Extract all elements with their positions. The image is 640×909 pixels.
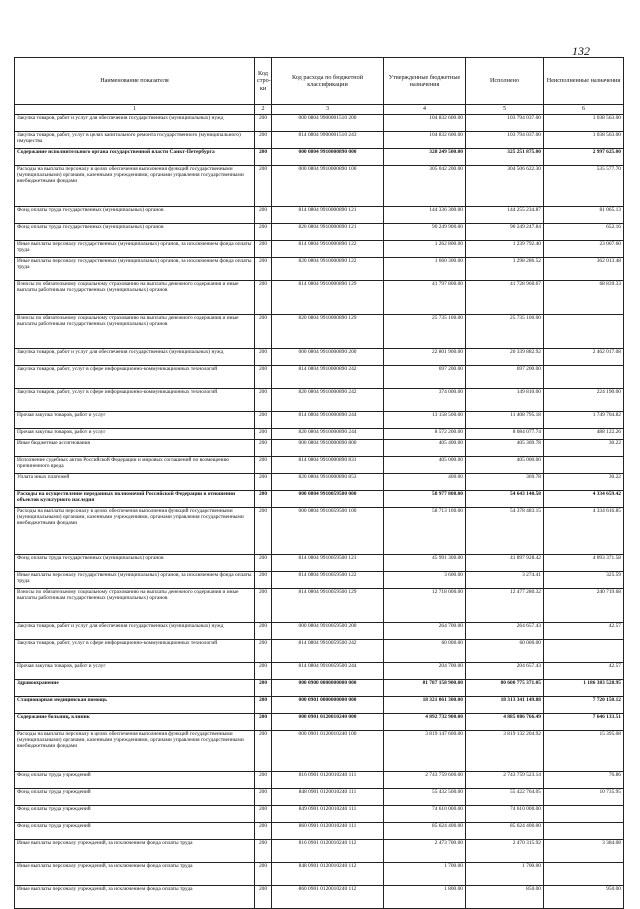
row-approved: 697 200.00 <box>384 366 466 389</box>
row-code: 200 <box>255 149 272 166</box>
table-row <box>15 349 624 366</box>
row-executed: 850.00 <box>466 886 544 909</box>
row-classification: 860 0901 0120010240 112 <box>272 886 384 909</box>
row-classification: 000 0901 0000000000 000 <box>272 697 384 714</box>
table-row <box>15 474 624 491</box>
table-row <box>15 224 624 241</box>
row-approved: 12 718 000.00 <box>384 589 466 623</box>
row-unexecuted <box>544 640 624 663</box>
row-code: 200 <box>255 366 272 389</box>
row-executed: 103 794 037.00 <box>466 132 544 149</box>
row-approved: 405 000.00 <box>384 457 466 474</box>
row-name: Иные выплаты персоналу государственных (муниципальных) органов, за исключением фонда оплаты труда <box>15 572 255 589</box>
page-number: 132 <box>572 44 590 58</box>
row-name: Закупка товаров, работ и услуг для обеспечения государственных (муниципальных) нужд <box>15 623 255 640</box>
row-approved: 41 797 800.00 <box>384 281 466 315</box>
row-name: Взносы по обязательному социальному страхованию на выплаты денежного содержания и иные выплаты работникам государственных (муниципальных) органов <box>15 315 255 349</box>
row-executed: 41 897 928.42 <box>466 555 544 572</box>
row-classification: 814 0804 9910000890 244 <box>272 412 384 429</box>
table-row <box>15 789 624 806</box>
table-row <box>15 491 624 508</box>
row-approved: 2 473 700.00 <box>384 840 466 863</box>
header-number-2: 2 <box>255 105 272 115</box>
row-classification: 814 0804 9910059500 129 <box>272 589 384 623</box>
table-row <box>15 412 624 429</box>
row-unexecuted: 81 065.13 <box>544 207 624 224</box>
row-unexecuted: 488 122.26 <box>544 429 624 440</box>
row-unexecuted <box>544 823 624 840</box>
row-classification: 814 0804 9910059500 242 <box>272 640 384 663</box>
header-number-6: 6 <box>544 105 624 115</box>
row-executed: 204 657.43 <box>466 663 544 680</box>
row-unexecuted: 42.57 <box>544 663 624 680</box>
row-executed: 144 255 234.87 <box>466 207 544 224</box>
table-row <box>15 697 624 714</box>
table-row <box>15 258 624 281</box>
row-name: Иные бюджетные ассигнования <box>15 440 255 457</box>
row-unexecuted: 30.22 <box>544 474 624 491</box>
row-classification: 860 0901 0120010240 111 <box>272 823 384 840</box>
row-executed: 85 624 400.00 <box>466 823 544 840</box>
row-code: 200 <box>255 440 272 457</box>
row-classification: 816 0901 0120010240 112 <box>272 840 384 863</box>
row-classification: 000 0804 9910000890 000 <box>272 149 384 166</box>
row-unexecuted: 4 093 371.58 <box>544 555 624 572</box>
table-row <box>15 772 624 789</box>
row-classification: 849 0901 0120010240 111 <box>272 806 384 823</box>
row-code: 200 <box>255 281 272 315</box>
table-row <box>15 389 624 412</box>
row-approved: 144 336 300.00 <box>384 207 466 224</box>
row-executed: 74 610 000.00 <box>466 806 544 823</box>
header-unexecuted: Неисполненные назначения <box>544 58 624 105</box>
row-executed: 80 600 775 371.05 <box>466 680 544 697</box>
row-executed: 3 274.41 <box>466 572 544 589</box>
row-name: Иные выплаты персоналу учреждений, за исключением фонда оплаты труда <box>15 886 255 909</box>
row-name: Уплата иных платежей <box>15 474 255 491</box>
table-row <box>15 115 624 132</box>
row-name: Взносы по обязательному социальному страхованию на выплаты денежного содержания и иные выплаты работникам государственных (муниципальных) органов <box>15 589 255 623</box>
row-approved: 45 991 300.00 <box>384 555 466 572</box>
row-approved: 60 000.00 <box>384 640 466 663</box>
row-name: Содержание исполнительного органа государственной власти Санкт-Петербурга <box>15 149 255 166</box>
row-code: 200 <box>255 640 272 663</box>
row-name: Закупка товаров, работ, услуг в сфере информационно-коммуникационных технологий <box>15 366 255 389</box>
header-name: Наименование показателя <box>15 58 255 105</box>
row-code: 200 <box>255 697 272 714</box>
row-unexecuted: 535 577.70 <box>544 166 624 207</box>
row-classification: 814 0804 9910000890 831 <box>272 457 384 474</box>
row-code: 200 <box>255 166 272 207</box>
row-code: 200 <box>255 714 272 731</box>
row-executed: 2 470 315.92 <box>466 840 544 863</box>
row-unexecuted: 4 334 659.42 <box>544 491 624 508</box>
table-row <box>15 806 624 823</box>
row-name: Содержание больниц, клиник <box>15 714 255 731</box>
row-classification: 848 0901 0120010240 111 <box>272 789 384 806</box>
row-executed: 1 298 286.52 <box>466 258 544 281</box>
row-classification: 820 0804 9910000890 242 <box>272 389 384 412</box>
row-executed: 2 743 759 523.14 <box>466 772 544 789</box>
row-classification: 814 0804 9910059500 244 <box>272 663 384 680</box>
row-name: Закупка товаров, работ и услуг для обеспечения государственных (муниципальных) нужд <box>15 115 255 132</box>
row-approved: 8 572 200.00 <box>384 429 466 440</box>
row-name: Фонд оплаты труда государственных (муниципальных) органов <box>15 555 255 572</box>
row-code: 200 <box>255 315 272 349</box>
row-approved: 1 660 300.00 <box>384 258 466 281</box>
row-code: 200 <box>255 863 272 886</box>
table-row <box>15 680 624 697</box>
row-executed: 369.78 <box>466 474 544 491</box>
row-approved: 1 700.00 <box>384 863 466 886</box>
row-unexecuted: 3 384.08 <box>544 840 624 863</box>
table-row <box>15 429 624 440</box>
row-unexecuted: 240 719.68 <box>544 589 624 623</box>
row-executed: 103 794 037.00 <box>466 115 544 132</box>
row-name: Фонд оплаты труда государственных (муниципальных) органов <box>15 207 255 224</box>
header-number-1: 1 <box>15 105 255 115</box>
row-code: 200 <box>255 429 272 440</box>
row-name: Здравоохранение <box>15 680 255 697</box>
row-code: 200 <box>255 731 272 772</box>
row-code: 200 <box>255 555 272 572</box>
header-number-5: 5 <box>466 105 544 115</box>
row-name: Расходы на осуществление переданных полномочий Российской Федерации в отношении объектов культурного наследия <box>15 491 255 508</box>
table-row <box>15 572 624 589</box>
row-classification: 000 0804 9910000890 200 <box>272 349 384 366</box>
row-name: Иные выплаты персоналу государственных (муниципальных) органов, за исключением фонда оплаты труда <box>15 241 255 258</box>
row-classification: 000 0804 9910059500 000 <box>272 491 384 508</box>
table-row <box>15 555 624 572</box>
row-unexecuted: 7 720 150.12 <box>544 697 624 714</box>
row-classification: 814 0804 9910059500 122 <box>272 572 384 589</box>
row-unexecuted <box>544 315 624 349</box>
row-unexecuted: 1 038 563.00 <box>544 132 624 149</box>
row-approved: 3 819 147 600.00 <box>384 731 466 772</box>
row-unexecuted: 224 190.00 <box>544 389 624 412</box>
row-approved: 58 977 800.00 <box>384 491 466 508</box>
row-classification: 820 0804 9910000890 122 <box>272 258 384 281</box>
row-name: Взносы по обязательному социальному страхованию на выплаты денежного содержания и иные выплаты работникам государственных (муниципальных) органов <box>15 281 255 315</box>
row-approved: 264 700.00 <box>384 623 466 640</box>
row-code: 200 <box>255 589 272 623</box>
row-executed: 304 506 622.30 <box>466 166 544 207</box>
table-row <box>15 281 624 315</box>
table-row <box>15 457 624 474</box>
row-approved: 104 832 600.00 <box>384 132 466 149</box>
table-row <box>15 440 624 457</box>
row-classification: 000 0804 9910059500 100 <box>272 508 384 555</box>
row-classification: 814 0804 9910000890 242 <box>272 366 384 389</box>
row-name: Расходы на выплаты персоналу в целях обеспечения выполнения функций государственными (муниципальными) органами, казенными учреждениями, органами управления государственными внебюджетными фондами <box>15 166 255 207</box>
row-executed: 12 477 280.32 <box>466 589 544 623</box>
row-code: 200 <box>255 224 272 241</box>
row-executed: 54 643 140.58 <box>466 491 544 508</box>
row-executed: 697 200.00 <box>466 366 544 389</box>
header-number-3: 3 <box>272 105 384 115</box>
row-unexecuted <box>544 366 624 389</box>
row-classification: 814 0804 9900001510 243 <box>272 132 384 149</box>
row-executed: 55 422 764.05 <box>466 789 544 806</box>
row-approved: 58 713 100.00 <box>384 508 466 555</box>
row-executed: 18 313 341 149.88 <box>466 697 544 714</box>
row-name: Стационарная медицинская помощь <box>15 697 255 714</box>
row-code: 200 <box>255 823 272 840</box>
row-unexecuted <box>544 457 624 474</box>
row-executed: 11 408 795.18 <box>466 412 544 429</box>
row-code: 200 <box>255 508 272 555</box>
table-row <box>15 241 624 258</box>
row-executed: 264 657.43 <box>466 623 544 640</box>
row-classification: 814 0804 9910059500 121 <box>272 555 384 572</box>
row-unexecuted: 325.59 <box>544 572 624 589</box>
row-executed: 90 249 247.84 <box>466 224 544 241</box>
row-classification: 820 0804 9910000890 853 <box>272 474 384 491</box>
row-name: Закупка товаров, работ, услуг в целях капитального ремонта государственного (муниципального) имущества <box>15 132 255 149</box>
header-approved: Утвержденные бюджетные назначения <box>384 58 466 105</box>
row-unexecuted: 76.86 <box>544 772 624 789</box>
row-approved: 305 042 200.00 <box>384 166 466 207</box>
row-name: Фонд оплаты труда учреждений <box>15 823 255 840</box>
row-executed: 325 251 875.00 <box>466 149 544 166</box>
row-executed: 41 728 960.67 <box>466 281 544 315</box>
row-classification: 000 0901 0120010240 000 <box>272 714 384 731</box>
row-code: 200 <box>255 663 272 680</box>
row-code: 200 <box>255 491 272 508</box>
row-unexecuted <box>544 863 624 886</box>
row-code: 200 <box>255 115 272 132</box>
table-row <box>15 132 624 149</box>
table-row <box>15 366 624 389</box>
row-approved: 405 400.00 <box>384 440 466 457</box>
row-approved: 13 158 500.00 <box>384 412 466 429</box>
table-row <box>15 640 624 663</box>
table-row <box>15 714 624 731</box>
row-approved: 204 700.00 <box>384 663 466 680</box>
row-name: Иные выплаты персоналу учреждений, за исключением фонда оплаты труда <box>15 840 255 863</box>
table-body <box>15 115 624 909</box>
row-name: Фонд оплаты труда государственных (муниципальных) органов <box>15 224 255 241</box>
row-classification: 820 0804 9910000890 244 <box>272 429 384 440</box>
row-unexecuted: 23 007.60 <box>544 241 624 258</box>
row-unexecuted: 950.00 <box>544 886 624 909</box>
row-approved: 81 787 158 900.00 <box>384 680 466 697</box>
row-name: Прочая закупка товаров, работ и услуг <box>15 663 255 680</box>
header-code: Код стро-ки <box>255 58 272 105</box>
row-classification: 816 0901 0120010240 111 <box>272 772 384 789</box>
row-classification: 000 0900 0000000000 000 <box>272 680 384 697</box>
row-approved: 85 624 400.00 <box>384 823 466 840</box>
row-classification: 820 0804 9910000890 129 <box>272 315 384 349</box>
row-unexecuted: 42.57 <box>544 623 624 640</box>
row-code: 200 <box>255 258 272 281</box>
row-name: Фонд оплаты труда учреждений <box>15 772 255 789</box>
table-row <box>15 886 624 909</box>
row-code: 200 <box>255 457 272 474</box>
row-name: Иные выплаты персоналу учреждений, за исключением фонда оплаты труда <box>15 863 255 886</box>
row-code: 200 <box>255 349 272 366</box>
row-code: 200 <box>255 789 272 806</box>
table-row <box>15 315 624 349</box>
row-code: 200 <box>255 680 272 697</box>
row-unexecuted: 1 038 563.00 <box>544 115 624 132</box>
row-executed: 8 084 077.74 <box>466 429 544 440</box>
row-executed: 1 700.00 <box>466 863 544 886</box>
table-row <box>15 508 624 555</box>
row-executed: 1 239 792.40 <box>466 241 544 258</box>
row-unexecuted: 30.22 <box>544 440 624 457</box>
row-code: 200 <box>255 572 272 589</box>
row-unexecuted: 4 334 616.85 <box>544 508 624 555</box>
row-name: Иные выплаты персоналу государственных (муниципальных) органов, за исключением фонда оплаты труда <box>15 258 255 281</box>
row-approved: 374 000.00 <box>384 389 466 412</box>
budget-execution-table <box>14 57 624 909</box>
row-name: Закупка товаров, работ, услуг в сфере информационно-коммуникационных технологий <box>15 389 255 412</box>
row-classification: 814 0804 9910000890 122 <box>272 241 384 258</box>
row-executed: 3 819 132 204.92 <box>466 731 544 772</box>
table-row <box>15 623 624 640</box>
table-row <box>15 207 624 224</box>
row-name: Расходы на выплаты персоналу в целях обеспечения выполнения функций государственными (муниципальными) органами, казенными учреждениями, органами управления государственными внебюджетными фондами <box>15 731 255 772</box>
row-unexecuted: 68 839.33 <box>544 281 624 315</box>
row-classification: 000 0804 9910000890 800 <box>272 440 384 457</box>
row-unexecuted: 2 462 017.08 <box>544 349 624 366</box>
row-code: 200 <box>255 623 272 640</box>
row-executed: 4 885 086 766.49 <box>466 714 544 731</box>
row-approved: 3 600.00 <box>384 572 466 589</box>
row-approved: 25 735 100.00 <box>384 315 466 349</box>
row-approved: 400.00 <box>384 474 466 491</box>
row-classification: 000 0804 9910000890 100 <box>272 166 384 207</box>
row-classification: 000 0804 9910059500 200 <box>272 623 384 640</box>
row-approved: 104 832 600.00 <box>384 115 466 132</box>
row-code: 200 <box>255 412 272 429</box>
row-unexecuted: 2 997 625.00 <box>544 149 624 166</box>
row-name: Фонд оплаты труда учреждений <box>15 806 255 823</box>
header-classification: Код расхода по бюджетной классификации <box>272 58 384 105</box>
row-name: Фонд оплаты труда учреждений <box>15 789 255 806</box>
row-approved: 1 262 800.00 <box>384 241 466 258</box>
table-row <box>15 863 624 886</box>
table-row <box>15 663 624 680</box>
row-code: 200 <box>255 132 272 149</box>
row-unexecuted: 10 735.95 <box>544 789 624 806</box>
row-approved: 4 892 732 900.00 <box>384 714 466 731</box>
row-approved: 22 801 900.00 <box>384 349 466 366</box>
row-code: 200 <box>255 772 272 789</box>
row-classification: 848 0901 0120010240 112 <box>272 863 384 886</box>
row-approved: 328 249 500.00 <box>384 149 466 166</box>
row-approved: 18 321 061 300.00 <box>384 697 466 714</box>
row-executed: 25 735 100.00 <box>466 315 544 349</box>
row-approved: 55 432 500.00 <box>384 789 466 806</box>
row-unexecuted: 362 013.48 <box>544 258 624 281</box>
header-executed: Исполнено <box>466 58 544 105</box>
row-approved: 74 610 000.00 <box>384 806 466 823</box>
table-row <box>15 840 624 863</box>
row-name: Расходы на выплаты персоналу в целях обеспечения выполнения функций государственными (муниципальными) органами, казенными учреждениями, органами управления государственными внебюджетными фондами <box>15 508 255 555</box>
row-code: 200 <box>255 806 272 823</box>
row-executed: 405 000.00 <box>466 457 544 474</box>
row-name: Закупка товаров, работ и услуг для обеспечения государственных (муниципальных) нужд <box>15 349 255 366</box>
header-number-4: 4 <box>384 105 466 115</box>
row-classification: 814 0804 9910000890 129 <box>272 281 384 315</box>
row-executed: 20 339 882.92 <box>466 349 544 366</box>
row-executed: 54 378 483.15 <box>466 508 544 555</box>
row-approved: 2 743 759 600.00 <box>384 772 466 789</box>
row-unexecuted: 15 395.08 <box>544 731 624 772</box>
row-name: Прочая закупка товаров, работ и услуг <box>15 429 255 440</box>
row-classification: 000 0804 9900001510 200 <box>272 115 384 132</box>
row-code: 200 <box>255 389 272 412</box>
row-classification: 820 0804 9910000890 121 <box>272 224 384 241</box>
table-row <box>15 731 624 772</box>
table-row <box>15 823 624 840</box>
row-unexecuted <box>544 806 624 823</box>
row-classification: 814 0804 9910000890 121 <box>272 207 384 224</box>
row-code: 200 <box>255 207 272 224</box>
row-unexecuted: 1 749 704.82 <box>544 412 624 429</box>
row-executed: 405 369.78 <box>466 440 544 457</box>
row-code: 200 <box>255 474 272 491</box>
row-approved: 90 249 900.00 <box>384 224 466 241</box>
row-unexecuted: 1 186 383 528.95 <box>544 680 624 697</box>
row-code: 200 <box>255 241 272 258</box>
row-executed: 149 810.00 <box>466 389 544 412</box>
row-executed: 60 000.00 <box>466 640 544 663</box>
row-classification: 000 0901 0120010240 100 <box>272 731 384 772</box>
table-row <box>15 166 624 207</box>
table-row <box>15 149 624 166</box>
table-row <box>15 589 624 623</box>
row-approved: 1 800.00 <box>384 886 466 909</box>
row-name: Закупка товаров, работ, услуг в сфере информационно-коммуникационных технологий <box>15 640 255 663</box>
row-name: Прочая закупка товаров, работ и услуг <box>15 412 255 429</box>
row-name: Исполнение судебных актов Российской Федерации и мировых соглашений по возмещению причиненного вреда <box>15 457 255 474</box>
row-unexecuted: 652.16 <box>544 224 624 241</box>
row-code: 200 <box>255 886 272 909</box>
row-unexecuted: 7 646 133.51 <box>544 714 624 731</box>
row-code: 200 <box>255 840 272 863</box>
